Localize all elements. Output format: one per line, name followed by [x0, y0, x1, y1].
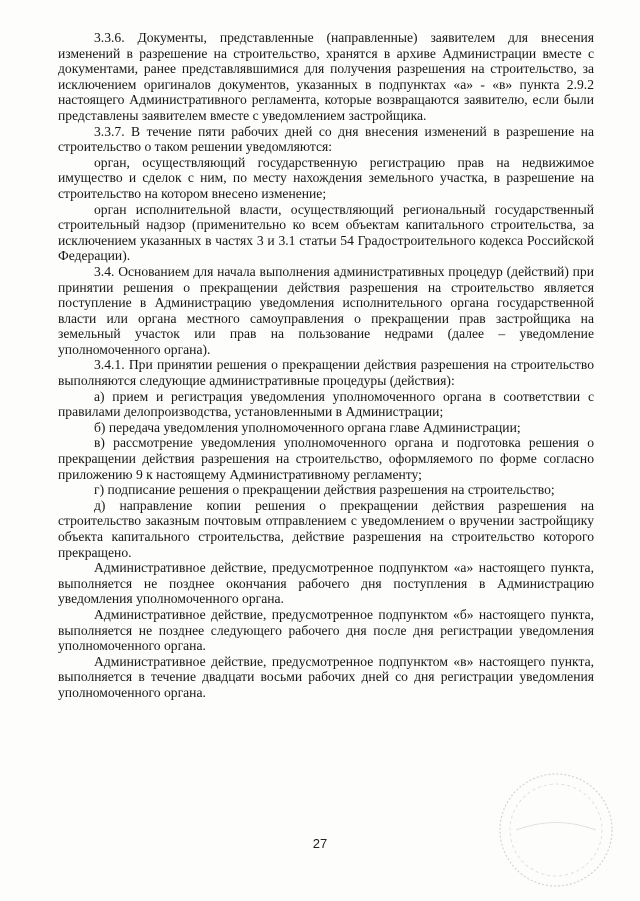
page-number: 27: [312, 836, 328, 851]
official-stamp: [496, 770, 616, 890]
list-item-a: а) прием и регистрация уведомления уполномоченного органа в соответствии с правилами делопроизводства, установленными в Администрации;: [58, 388, 594, 420]
paragraph-supervision-body: орган исполнительной власти, осуществляющий региональный государственный строительный надзор (применительно ко всем объектам капитального строительства, за исключением указанных в частях 3 и 3.1 статьи 54 Градостроительного кодекса Российской Федерации).: [58, 201, 594, 264]
paragraph-action-v: Административное действие, предусмотренное подпунктом «в» настоящего пункта, выполняется в течение двадцати восьми рабочих дней со дня регистрации уведомления уполномоченного органа.: [58, 653, 594, 700]
list-item-b: б) передача уведомления уполномоченного органа главе Администрации;: [94, 419, 521, 435]
list-item-d: д) направление копии решения о прекращении действия разрешения на строительство заказным почтовым отправлением с уведомлением о вручении застройщику объекта капитального строительства, действие разрешения на строительство которого прекращено.: [58, 497, 594, 560]
list-item-g: г) подписание решения о прекращении действия разрешения на строительство;: [94, 482, 555, 498]
document-body: [58, 30, 594, 701]
paragraph-3-4: 3.4. Основанием для начала выполнения административных процедур (действий) при принятии решения о прекращении действия разрешения на строительство является поступление в Администрацию уведомления исполнительного органа государственной власти или органа местного самоуправления о прекращении прав застройщика на земельный участок или прав на пользование недрами (далее – уведомление уполномоченного органа).: [58, 263, 594, 357]
paragraph-action-a: Административное действие, предусмотренное подпунктом «а» настоящего пункта, выполняется не позднее окончания рабочего дня поступления в Администрацию уведомления уполномоченного органа.: [58, 560, 594, 607]
list-item-v: в) рассмотрение уведомления уполномоченного органа и подготовка решения о прекращении действия разрешения на строительство, оформляемого по форме согласно приложению 9 к настоящему Административному регламенту;: [58, 435, 594, 482]
paragraph-registration-body: орган, осуществляющий государственную регистрацию прав на недвижимое имущество и сделок с ним, по месту нахождения земельного участка, в разрешение на строительство на котором внесено изменение;: [58, 154, 594, 201]
paragraph-action-b: Административное действие, предусмотренное подпунктом «б» настоящего пункта, выполняется не позднее следующего рабочего дня после дня регистрации уведомления уполномоченного органа.: [58, 606, 594, 654]
paragraph-3-3-7: 3.3.7. В течение пяти рабочих дней со дня внесения изменений в разрешение на строительство о таком решении уведомляются:: [58, 123, 594, 155]
paragraph-3-3-6: 3.3.6. Документы, представленные (направленные) заявителем для внесения изменений в разрешение на строительство, хранятся в архиве Администрации вместе с документами, ранее представлявшимися для получения разрешения на строительство, за исключением оригиналов документов, указанных в подпунктах «а» - «в» пункта 2.9.2 настоящего Административного регламента, которые возвращаются заявителю, если были представлены заявителем вместе с уведомлением застройщика.: [58, 30, 594, 123]
paragraph-3-4-1: 3.4.1. При принятии решения о прекращении действия разрешения на строительство выполняются следующие административные процедуры (действия):: [58, 357, 594, 389]
